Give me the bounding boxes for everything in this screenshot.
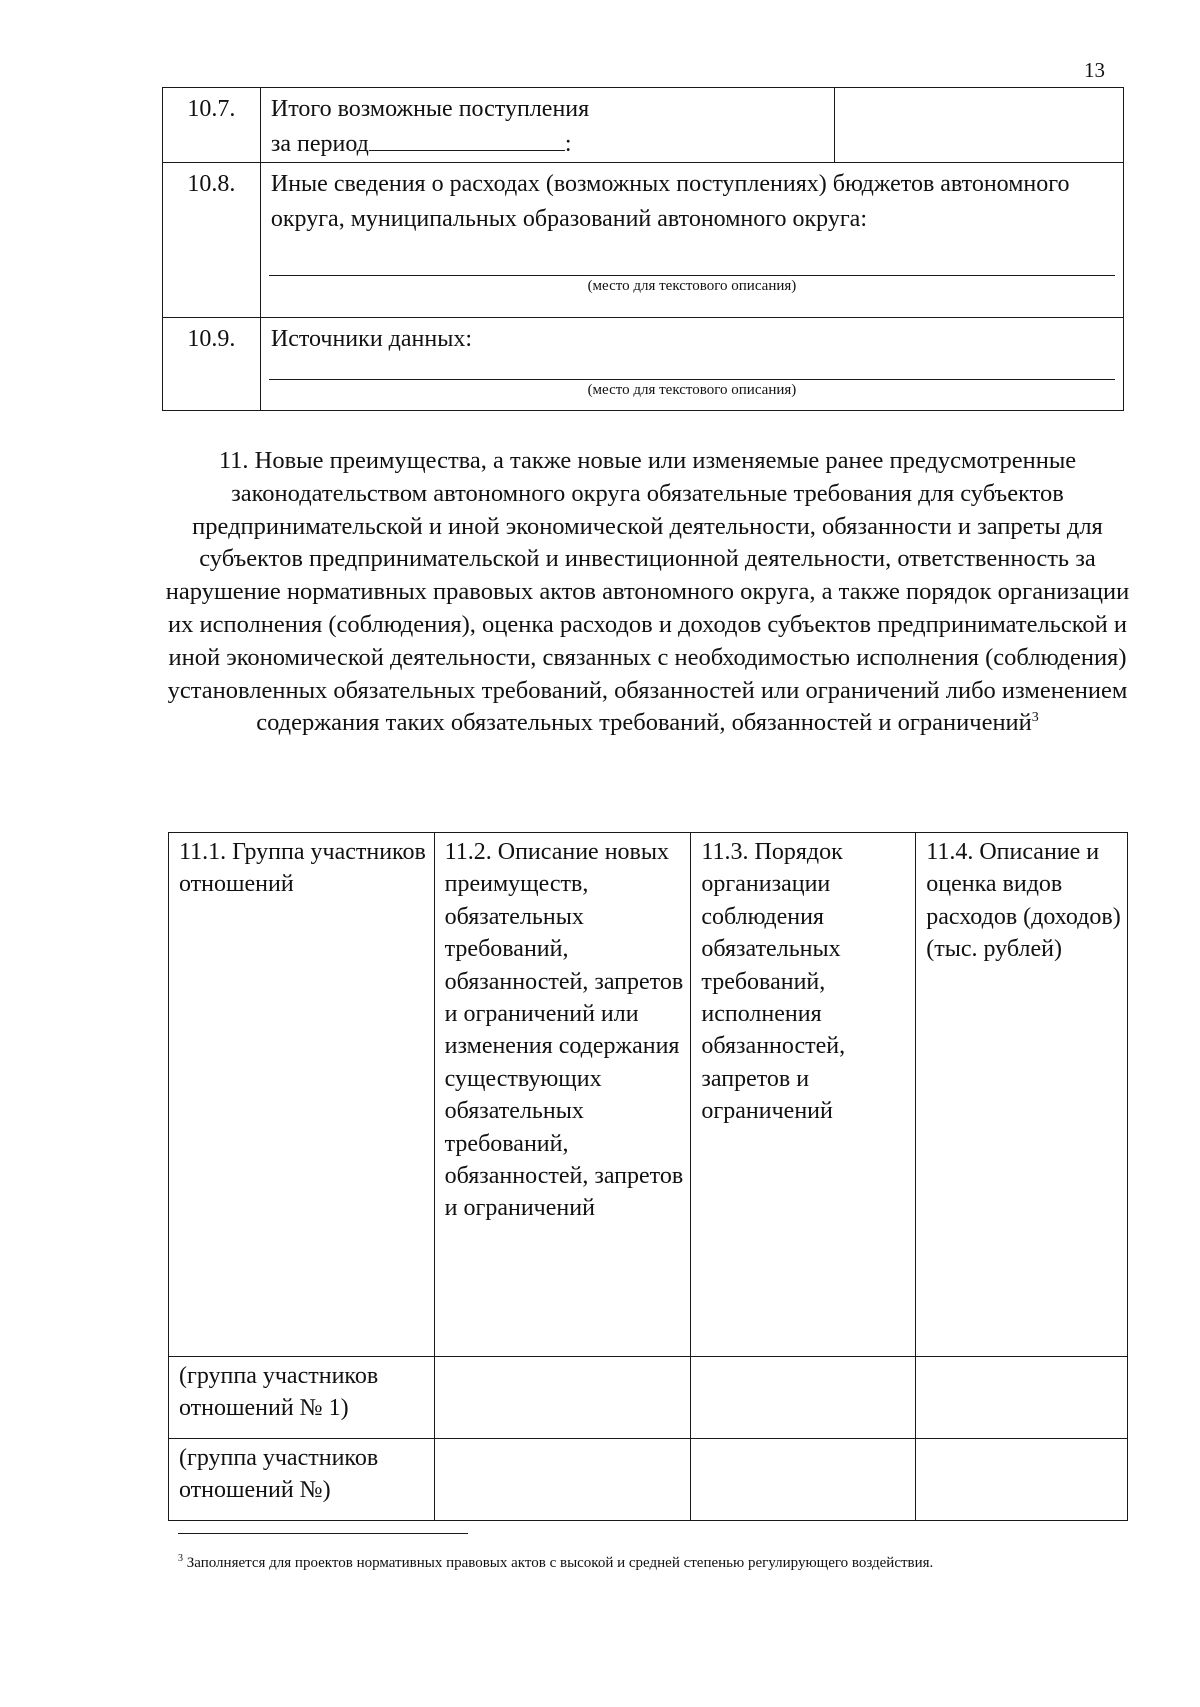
table-cell: [434, 1357, 691, 1439]
row-number: 10.8.: [163, 163, 261, 318]
footnote-mark: 3: [178, 1553, 183, 1564]
table-row: [169, 1439, 1128, 1521]
section-11-table: [168, 832, 1128, 1521]
value-cell: [834, 88, 1123, 163]
footnote: [178, 1547, 1122, 1575]
row-text-body: Источники данных:: [270, 326, 472, 352]
column-header: 11.2. Описание новых преимуществ, обязательных требований, обязанностей, запретов и ограничений или изменения содержания существующих обязательных требований, обязанностей, запретов и ограничений: [434, 833, 691, 1357]
table-cell: [434, 1439, 691, 1521]
table-cell: [691, 1439, 916, 1521]
text-entry-caption: (место для текстового описания): [269, 379, 1115, 400]
text-entry-space: [271, 237, 1115, 275]
table-row: [163, 318, 1124, 411]
text-entry-space: [271, 357, 1115, 379]
table-row: [169, 1357, 1128, 1439]
table-row: [163, 163, 1124, 318]
period-blank: [369, 128, 565, 151]
row-number: 10.9.: [163, 318, 261, 411]
table-cell: (группа участников отношений № 1): [169, 1357, 435, 1439]
footnote-text: Заполняется для проектов нормативных правовых актов с высокой и средней степенью регулирующего воздействия.: [186, 1555, 934, 1571]
period-colon: :: [564, 131, 572, 157]
period-label: за период: [270, 131, 369, 157]
column-header: 11.3. Порядок организации соблюдения обязательных требований, исполнения обязанностей, запретов и ограничений: [691, 833, 916, 1357]
footnote-reference: 3: [1031, 710, 1039, 726]
row-text-line: Итого возможные поступления: [270, 96, 590, 122]
section-10-table: [162, 87, 1124, 411]
text-entry-caption: (место для текстового описания): [269, 275, 1115, 296]
table-cell: [691, 1357, 916, 1439]
heading-text: 11. Новые преимущества, а также новые или изменяемые ранее предусмотренные законодательством автономного округа обязательные требования для субъектов предпринимательской и иной экономической деятельности, обязанности и запреты для субъектов предпринимательской и инвестиционной деятельности, ответственность за нарушение нормативных правовых актов автономного округа, а также порядок организации их исполнения (соблюдения), оценка расходов и доходов субъектов предпринимательской и иной экономической деятельности, связанных с необходимостью исполнения (соблюдения) установленных обязательных требований, обязанностей или ограничений либо изменением содержания таких обязательных требований, обязанностей и ограничений: [165, 447, 1130, 737]
row-text-body: Иные сведения о расходах (возможных поступлениях) бюджетов автономного округа, муниципальных образований автономного округа:: [270, 171, 1070, 232]
row-text: [260, 163, 1123, 318]
page-number: 13: [1084, 58, 1105, 82]
section-11-heading: [165, 445, 1130, 740]
column-header: 11.1. Группа участников отношений: [169, 833, 435, 1357]
table-header-row: [169, 833, 1128, 1357]
row-text-line: [271, 127, 826, 162]
table-cell: [916, 1357, 1128, 1439]
table-row: [163, 88, 1124, 163]
table-cell: (группа участников отношений №): [169, 1439, 435, 1521]
footnote-divider: [178, 1533, 468, 1534]
column-header: 11.4. Описание и оценка видов расходов (доходов) (тыс. рублей): [916, 833, 1128, 1357]
table-cell: [916, 1439, 1128, 1521]
row-number: 10.7.: [163, 88, 261, 163]
row-text: [260, 318, 1123, 411]
row-text: [260, 88, 834, 163]
